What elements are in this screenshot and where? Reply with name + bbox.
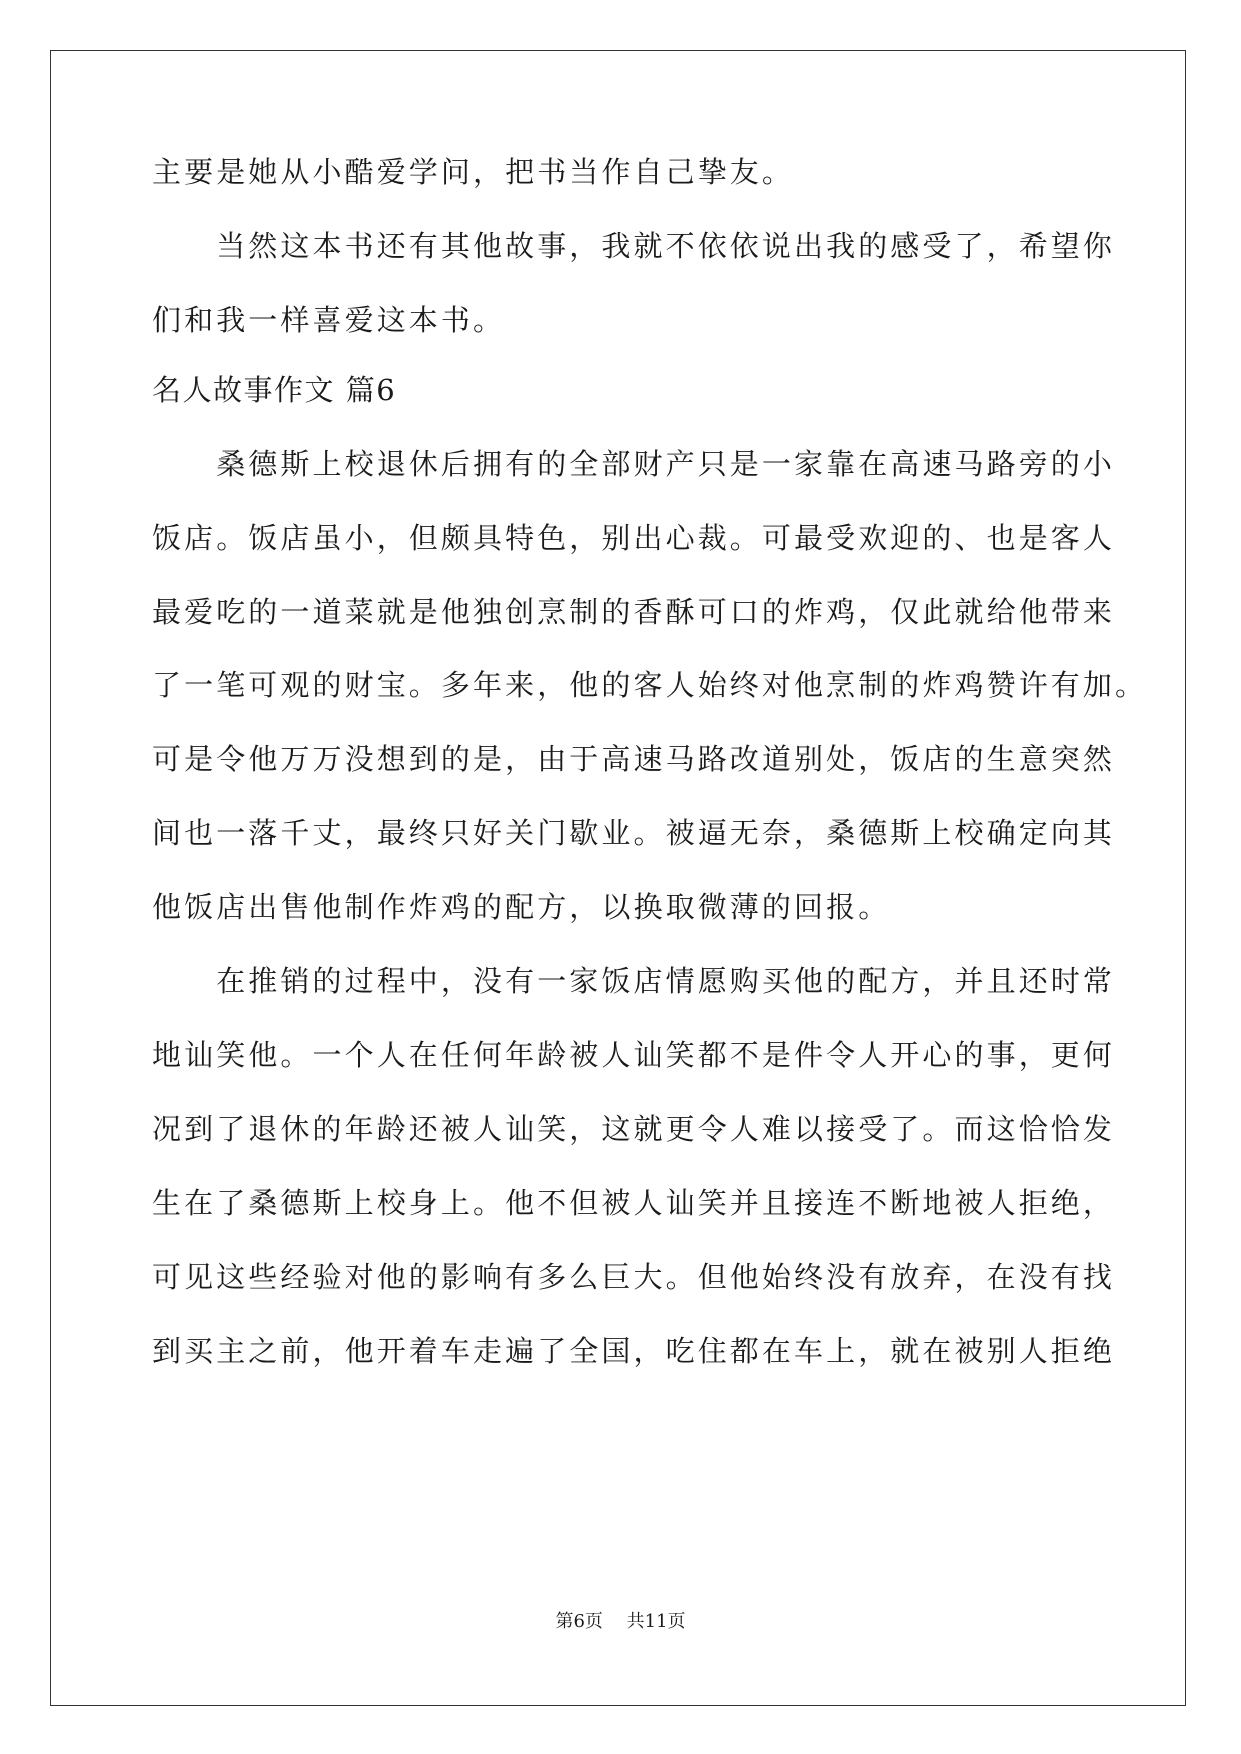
text-line: 可见这些经验对他的影响有多么巨大。但他始终没有放弃，在没有找	[152, 1260, 1116, 1294]
text-line: 可是令他万万没想到的是，由于高速马路改道别处，饭店的生意突然	[152, 742, 1116, 776]
text-line: 他饭店出售他制作炸鸡的配方，以换取微薄的回报。	[152, 890, 891, 924]
text-line: 在推销的过程中，没有一家饭店情愿购买他的配方，并且还时常	[152, 964, 1116, 998]
text-line: 当然这本书还有其他故事，我就不依依说出我的感受了，希望你	[152, 229, 1116, 263]
text-line: 们和我一样喜爱这本书。	[152, 303, 506, 337]
section-heading: 名人故事作文 篇6	[152, 373, 397, 407]
text-line: 主要是她从小酷爱学问，把书当作自己挚友。	[152, 155, 795, 189]
text-line: 地讪笑他。一个人在任何年龄被人讪笑都不是件令人开心的事，更何	[152, 1038, 1116, 1072]
page-number-footer: 第6页 共11页	[555, 1611, 686, 1632]
text-line: 最爱吃的一道菜就是他独创烹制的香酥可口的炸鸡，仅此就给他带来	[152, 595, 1116, 629]
text-line: 况到了退休的年龄还被人讪笑，这就更令人难以接受了。而这恰恰发	[152, 1112, 1116, 1146]
text-line: 间也一落千丈，最终只好关门歇业。被逼无奈，桑德斯上校确定向其	[152, 816, 1116, 850]
text-line: 桑德斯上校退休后拥有的全部财产只是一家靠在高速马路旁的小	[152, 447, 1116, 481]
text-line: 了一笔可观的财宝。多年来，他的客人始终对他烹制的炸鸡赞许有加。	[152, 668, 1148, 702]
text-line: 到买主之前，他开着车走遍了全国，吃住都在车上，就在被别人拒绝	[152, 1334, 1116, 1368]
text-line: 饭店。饭店虽小，但颇具特色，别出心裁。可最受欢迎的、也是客人	[152, 521, 1116, 555]
page-border	[50, 50, 1186, 1706]
text-line: 生在了桑德斯上校身上。他不但被人讪笑并且接连不断地被人拒绝，	[152, 1186, 1116, 1220]
